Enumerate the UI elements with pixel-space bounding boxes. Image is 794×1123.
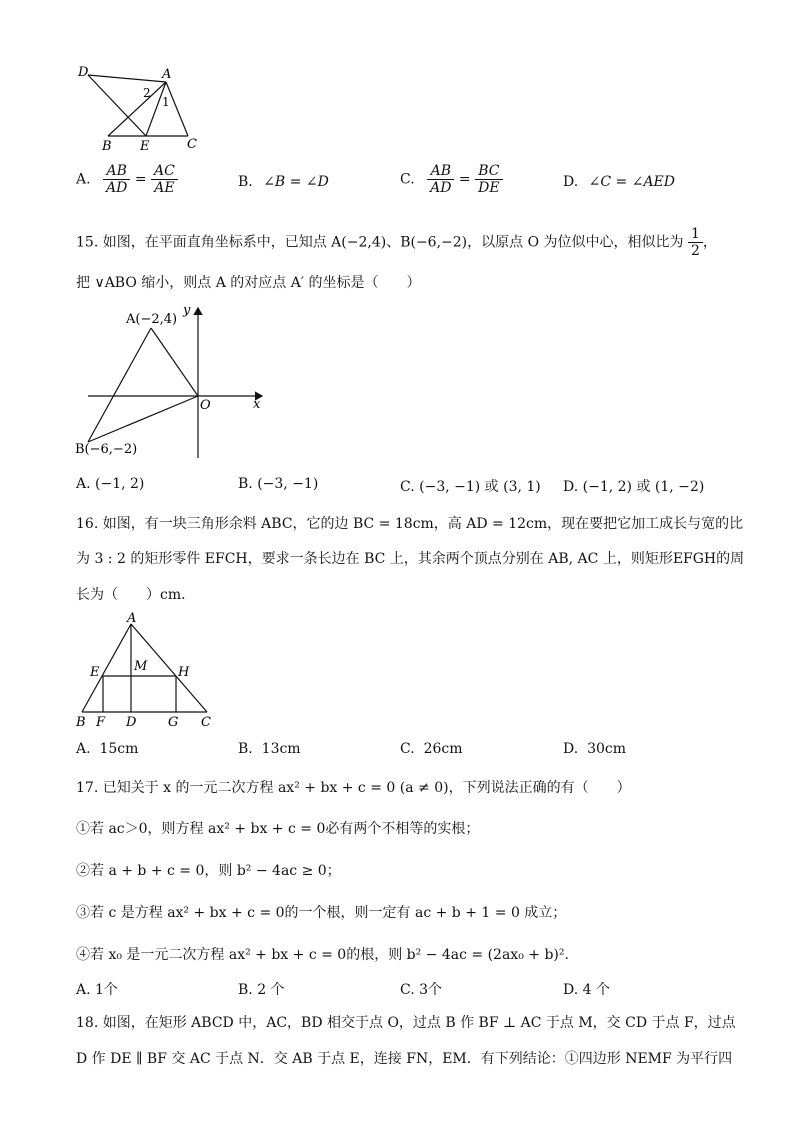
q14-label-d: D [78,65,89,80]
q17-option-d[interactable] [563,979,610,999]
q14-a-left-den: AD [106,180,128,196]
q14-c-left-num: AB [427,163,454,180]
q17-option-c-text: 3个 [419,982,443,998]
q16-option-b-letter: B. [238,741,253,757]
q14-option-d-letter: D. [563,174,579,190]
q16-option-d-text: 30cm [587,741,627,757]
q16-option-a-letter: A. [76,741,91,757]
q15-option-b-text: (−3, −1) [257,476,319,492]
q15-label-b: B(−6,−2) [75,442,138,457]
q16-label-a: A [127,611,137,626]
q14-option-a-letter: A. [76,171,91,188]
q14-option-b[interactable] [238,174,329,190]
q16-option-c[interactable] [400,741,463,757]
q17-option-b-text: 2 个 [257,982,285,998]
q17-option-a[interactable] [76,979,118,999]
q16-label-d: D [126,715,137,730]
q15-option-d-text: (−1, 2) 或 (1, −2) [582,479,705,495]
q15-option-b[interactable] [238,476,318,492]
q16-stem-line1: 16. 如图，有一块三角形余料 ABC，它的边 BC = 18cm，高 AD = 12cm，现在要把它加工成长与宽的比 [76,516,744,532]
q15-label-a: A(−2,4) [126,312,178,327]
q14-label-b: B [102,139,112,152]
q14-option-c[interactable]: C. $\frac{AB}{AD}$ = $\frac{BC}{DE}$ [400,163,503,196]
q16-option-b-text: 13cm [261,741,301,757]
q16-label-g: G [168,715,179,730]
q17-option-d-letter: D. [563,982,579,998]
q15-ratio-den: 2 [690,243,700,259]
q14-label-a: A [162,67,172,82]
q18-stem-line2: D 作 DE ∥ BF 交 AC 于点 N．交 AB 于点 E，连接 FN，EM．有下列结论：①四边形 NEMF 为平行四 [76,1051,733,1067]
q14-angle-1: 1 [162,95,170,109]
q16-label-b: B [76,715,86,730]
q14-a-right-den: AE [154,180,175,196]
q16-option-a-text: 15cm [99,741,139,757]
q17-option-c-letter: C. [400,982,415,998]
q16-label-f: F [96,715,106,730]
q14-a-left-num: AB [103,163,130,180]
q16-option-a[interactable] [76,741,138,757]
q15-label-y: y [183,303,191,318]
q17-option-a-letter: A. [76,982,91,998]
q14-c-right-num: BC [475,163,502,180]
q15-figure [74,302,274,462]
q16-option-c-text: 26cm [423,741,463,757]
q16-label-h: H [178,665,190,680]
q15-line1-text: 15. 如图，在平面直角坐标系中，已知点 A(−2,4)、B(−6,−2)，以原点 O 为位似中心，相似比为 [76,234,684,251]
q14-option-a[interactable]: A. $\frac{AB}{AD}$ = $\frac{AC}{AE}$ [76,163,178,196]
q15-option-a-letter: A. [76,476,91,492]
q16-label-m: M [134,659,148,674]
q14-a-right-num: AC [151,163,178,180]
q15-option-a[interactable] [76,476,144,492]
q16-stem-line2: 为 3 : 2 的矩形零件 EFCH，要求一条长边在 BC 上，其余两个顶点分别在 AB, AC 上，则矩形EFGH的周 [76,551,745,567]
q15-option-d[interactable] [563,476,704,496]
q16-option-c-letter: C. [400,741,415,757]
q17-option-a-text: 1个 [95,982,118,998]
q17-option-c[interactable] [400,979,442,999]
q17-option-b[interactable] [238,979,285,999]
q15-label-x: x [253,397,261,412]
q15-label-o: O [200,398,211,413]
q15-ratio-num: 1 [688,226,703,243]
q15-option-c-letter: C. [400,479,415,495]
q14-option-b-text: ∠B = ∠D [263,174,329,190]
q15-stem-line2: 把 ∨ABO 缩小，则点 A 的对应点 A′ 的坐标是（ ） [76,275,421,291]
q17-statement-2: ②若 a + b + c = 0，则 b² − 4ac ≥ 0； [76,863,341,879]
q16-label-e: E [90,665,100,680]
q16-option-b[interactable] [238,741,301,757]
q14-option-c-letter: C. [400,171,415,188]
q16-stem-line3: 长为（ ）cm． [76,587,196,603]
q18-stem-line1: 18. 如图，在矩形 ABCD 中，AC，BD 相交于点 O，过点 B 作 BF ⊥ AC 于点 M，交 CD 于点 F，过点 [76,1015,736,1031]
q14-option-b-letter: B. [238,174,253,190]
q14-label-c: C [187,137,197,152]
q17-stem: 17. 已知关于 x 的一元二次方程 ax² + bx + c = 0 (a ≠ 0)，下列说法正确的有（ ） [76,780,631,796]
q16-option-d[interactable] [563,741,626,757]
q14-angle-2: 2 [143,86,151,100]
q15-option-b-letter: B. [238,476,253,492]
q15-stem-line1 [76,226,717,259]
q16-label-c: C [201,715,211,730]
q14-option-d[interactable] [563,174,675,190]
q17-statement-4: ④若 x₀ 是一元二次方程 ax² + bx + c = 0的根，则 b² − 4ac = (2ax₀ + b)². [76,947,569,963]
q14-c-right-den: DE [478,180,500,196]
q17-statement-1: ①若 ac＞0，则方程 ax² + bx + c = 0必有两个不相等的实根； [76,821,480,837]
q16-option-d-letter: D. [563,741,579,757]
q14-option-d-text: ∠C = ∠AED [588,174,675,190]
q17-option-d-text: 4 个 [582,982,610,998]
q15-option-d-letter: D. [563,479,579,495]
q14-c-left-den: AD [430,180,452,196]
q15-option-c-text: (−3, −1) 或 (3, 1) [419,479,541,495]
q15-ratio-tail: ， [702,234,717,251]
q15-option-c[interactable] [400,476,541,496]
q14-figure [70,62,210,152]
q14-label-e: E [140,139,150,152]
q17-statement-3: ③若 c 是方程 ax² + bx + c = 0的一个根，则一定有 ac + b + 1 = 0 成立； [76,905,567,921]
q16-figure [72,610,222,732]
q17-option-b-letter: B. [238,982,253,998]
q15-option-a-text: (−1, 2) [95,476,145,492]
